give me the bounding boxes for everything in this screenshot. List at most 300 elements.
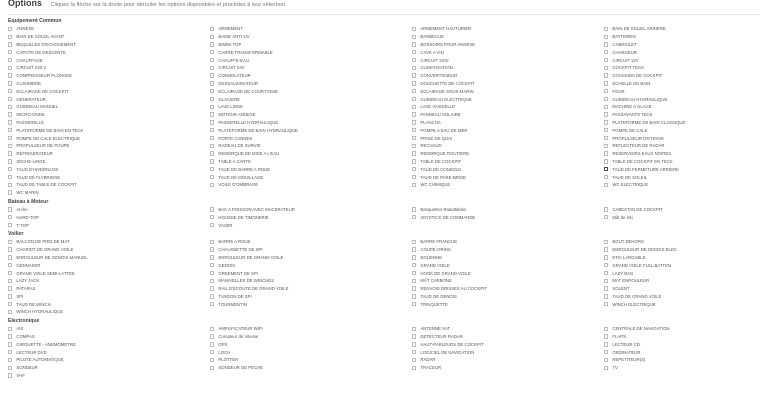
- option-checkbox[interactable]: [412, 159, 416, 163]
- option-etai-largable[interactable]: [604, 254, 754, 262]
- option-checkbox[interactable]: [210, 263, 214, 267]
- option-checkbox[interactable]: [8, 42, 12, 46]
- option-checkbox[interactable]: [8, 151, 12, 155]
- option-cuisiniere[interactable]: [8, 80, 210, 88]
- option-wc-chimique[interactable]: [412, 181, 604, 189]
- option-taud-de-table-de-cockpit[interactable]: [8, 181, 210, 189]
- option-checkbox[interactable]: [8, 334, 12, 338]
- option-checkbox[interactable]: [604, 240, 608, 244]
- option-checkbox[interactable]: [412, 66, 416, 70]
- option-cave-a-vin[interactable]: [412, 48, 604, 56]
- option-checkbox[interactable]: [210, 97, 214, 101]
- option-bain-de-soleil-avant[interactable]: [8, 33, 210, 41]
- option-table-de-cockpit[interactable]: [412, 158, 604, 166]
- option-checkbox[interactable]: [210, 247, 214, 251]
- option-checkbox[interactable]: [8, 159, 12, 163]
- option-amplificateur-wifi[interactable]: [210, 325, 412, 333]
- option-coussins-de-cockpit[interactable]: [604, 72, 754, 80]
- option-armement-hauturier[interactable]: [412, 25, 604, 33]
- option-rail-d-ecoute-de-grand-voile[interactable]: [210, 285, 412, 293]
- option-winch-hydraulique[interactable]: [8, 308, 210, 316]
- option-checkbox[interactable]: [412, 215, 416, 219]
- option-dessalinisateur[interactable]: [210, 80, 412, 88]
- option-passerelle[interactable]: [8, 119, 210, 127]
- option-checkbox[interactable]: [210, 105, 214, 109]
- option-pilote-automatique[interactable]: [8, 356, 210, 364]
- option-checkbox[interactable]: [8, 144, 12, 148]
- option-climatisation[interactable]: [412, 64, 604, 72]
- option-chariot-de-grand-voile[interactable]: [8, 246, 210, 254]
- option-chargeur[interactable]: [604, 48, 754, 56]
- option-checkbox[interactable]: [604, 58, 608, 62]
- option-bossoirs-pour-annexe[interactable]: [412, 41, 604, 49]
- option-repetiteur-s[interactable]: [604, 356, 754, 364]
- option-guindeau-hydraulique[interactable]: [604, 95, 754, 103]
- option-pompe-de-cale[interactable]: [604, 126, 754, 134]
- option-pompe-de-cale-electrique[interactable]: [8, 134, 210, 142]
- option-checkbox[interactable]: [8, 183, 12, 187]
- option-checkbox[interactable]: [412, 240, 416, 244]
- option-tourmentin[interactable]: [210, 300, 412, 308]
- option-ordinateur[interactable]: [604, 348, 754, 356]
- option-checkbox[interactable]: [210, 350, 214, 354]
- option-logiciel-de-navigation[interactable]: [412, 348, 604, 356]
- option-plancha[interactable]: [412, 119, 604, 127]
- option-checkbox[interactable]: [604, 73, 608, 77]
- option-mat-de-ski[interactable]: [604, 213, 754, 221]
- option-checkbox[interactable]: [604, 175, 608, 179]
- option-checkbox[interactable]: [210, 183, 214, 187]
- option-lecteur-cd[interactable]: [604, 340, 754, 348]
- option-checkbox[interactable]: [604, 42, 608, 46]
- option-checkbox[interactable]: [8, 89, 12, 93]
- option-gennaker[interactable]: [8, 261, 210, 269]
- option-spi[interactable]: [8, 293, 210, 301]
- option-checkbox[interactable]: [604, 50, 608, 54]
- option-checkbox[interactable]: [210, 66, 214, 70]
- option-checkbox[interactable]: [604, 105, 608, 109]
- option-joystick-de-commande[interactable]: [412, 213, 604, 221]
- option-checkbox[interactable]: [210, 136, 214, 140]
- option-checkbox[interactable]: [8, 105, 12, 109]
- option-checkbox[interactable]: [210, 215, 214, 219]
- option-detecteur-radar[interactable]: [412, 333, 604, 341]
- option-barre-franche[interactable]: [412, 238, 604, 246]
- option-lazy-bag[interactable]: [604, 269, 754, 277]
- option-checkbox[interactable]: [604, 167, 608, 171]
- option-checkbox[interactable]: [604, 27, 608, 31]
- option-checkbox[interactable]: [604, 66, 608, 70]
- option-checkbox[interactable]: [210, 167, 214, 171]
- option-barre-a-roue[interactable]: [210, 238, 412, 246]
- option-plateforme-de-bain-hydraulique[interactable]: [210, 126, 412, 134]
- option-guindeau-manuel[interactable]: [8, 103, 210, 111]
- option-checkbox[interactable]: [8, 366, 12, 370]
- option-bequilles-d-echouement[interactable]: [8, 41, 210, 49]
- option-reservoirs-eaux-noires[interactable]: [604, 150, 754, 158]
- option-vivier[interactable]: [210, 221, 412, 229]
- option-checkbox[interactable]: [8, 190, 12, 194]
- option-checkbox[interactable]: [8, 358, 12, 362]
- option-checkbox[interactable]: [604, 207, 608, 211]
- option-checkbox[interactable]: [8, 58, 12, 62]
- option-taud-d-hivernage[interactable]: [8, 165, 210, 173]
- option-checkbox[interactable]: [8, 175, 12, 179]
- option-guindeau-electrique[interactable]: [412, 95, 604, 103]
- option-cabriolet[interactable]: [604, 41, 754, 49]
- option-checkbox[interactable]: [604, 112, 608, 116]
- option-pataras[interactable]: [8, 285, 210, 293]
- option-flaps[interactable]: [604, 333, 754, 341]
- option-circuit-220-v[interactable]: [8, 64, 210, 72]
- option-checkbox[interactable]: [412, 97, 416, 101]
- option-taud-de-fermeture-arriere[interactable]: [604, 165, 754, 173]
- option-checkbox[interactable]: [412, 342, 416, 346]
- option-lave-linge[interactable]: [210, 103, 412, 111]
- option-taud-de-soleil[interactable]: [604, 173, 754, 181]
- option-checkbox[interactable]: [8, 167, 12, 171]
- option-micro-onde[interactable]: [8, 111, 210, 119]
- option-taud-de-genois[interactable]: [412, 293, 604, 301]
- option-circuit-12v[interactable]: [604, 56, 754, 64]
- option-checkbox[interactable]: [8, 120, 12, 124]
- option-eolienne[interactable]: [412, 254, 604, 262]
- option-checkbox[interactable]: [604, 183, 608, 187]
- option-checkbox[interactable]: [412, 73, 416, 77]
- option-porte-cannes[interactable]: [210, 134, 412, 142]
- option-eclairage-de-cockpit[interactable]: [8, 87, 210, 95]
- option-checkbox[interactable]: [604, 327, 608, 331]
- option-checkbox[interactable]: [412, 255, 416, 259]
- option-checkbox[interactable]: [210, 112, 214, 116]
- option-voile-d-ombrage[interactable]: [210, 181, 412, 189]
- option-checkbox[interactable]: [8, 50, 12, 54]
- option-checkbox[interactable]: [8, 255, 12, 259]
- option-propulseur-de-poupe[interactable]: [8, 142, 210, 150]
- option-checkbox[interactable]: [412, 366, 416, 370]
- option-checkbox[interactable]: [412, 302, 416, 306]
- option-checkbox[interactable]: [604, 350, 608, 354]
- option-banquettes-rabattables[interactable]: [412, 206, 604, 214]
- option-checkbox[interactable]: [210, 58, 214, 62]
- option-eclairage-de-courtoisie[interactable]: [210, 87, 412, 95]
- option-checkbox[interactable]: [8, 207, 12, 211]
- option-checkbox[interactable]: [604, 215, 608, 219]
- option-checkbox[interactable]: [412, 279, 416, 283]
- option-housse-de-timonerie[interactable]: [210, 213, 412, 221]
- option-cabestan-de-cockpit[interactable]: [604, 206, 754, 214]
- option-echelle-de-bain[interactable]: [604, 80, 754, 88]
- option-checkbox[interactable]: [8, 223, 12, 227]
- option-grand-voile[interactable]: [412, 261, 604, 269]
- option-checkbox[interactable]: [210, 175, 214, 179]
- option-checkbox[interactable]: [8, 81, 12, 85]
- option-checkbox[interactable]: [412, 27, 416, 31]
- option-taud-de-barre-a-roue[interactable]: [210, 165, 412, 173]
- option-grand-voile-full-batten[interactable]: [604, 261, 754, 269]
- option-checkbox[interactable]: [210, 207, 214, 211]
- option-checkbox[interactable]: [604, 151, 608, 155]
- option-checkbox[interactable]: [210, 35, 214, 39]
- option-checkbox[interactable]: [604, 144, 608, 148]
- option-checkbox[interactable]: [210, 286, 214, 290]
- option-checkbox[interactable]: [604, 159, 608, 163]
- option-checkbox[interactable]: [604, 247, 608, 251]
- option-girouette-anemometre[interactable]: [8, 340, 210, 348]
- option-t-top[interactable]: [8, 221, 210, 229]
- option-checkbox[interactable]: [412, 136, 416, 140]
- option-chauffage[interactable]: [8, 56, 210, 64]
- option-checkbox[interactable]: [210, 366, 214, 370]
- option-checkbox[interactable]: [8, 286, 12, 290]
- option-checkbox[interactable]: [604, 120, 608, 124]
- option-genois[interactable]: [210, 261, 412, 269]
- option-centrale-de-navigation[interactable]: [604, 325, 754, 333]
- option-lazy-jack[interactable]: [8, 277, 210, 285]
- option-checkbox[interactable]: [604, 342, 608, 346]
- option-checkbox[interactable]: [412, 89, 416, 93]
- option-checkbox[interactable]: [604, 271, 608, 275]
- option-enrouleur-de-genois-elec[interactable]: [604, 246, 754, 254]
- option-checkbox[interactable]: [412, 81, 416, 85]
- option-checkbox[interactable]: [8, 342, 12, 346]
- option-winch-electrique[interactable]: [604, 300, 754, 308]
- option-manivelles-de-winches[interactable]: [210, 277, 412, 285]
- option-congelateur[interactable]: [210, 72, 412, 80]
- option-checkbox[interactable]: [412, 50, 416, 54]
- option-taud-de-console[interactable]: [412, 165, 604, 173]
- option-checkbox[interactable]: [604, 136, 608, 140]
- option-passavants-teck[interactable]: [604, 111, 754, 119]
- option-checkbox[interactable]: [8, 247, 12, 251]
- option-hard-top[interactable]: [8, 213, 210, 221]
- option-checkbox[interactable]: [412, 263, 416, 267]
- option-enrouleur-de-genois-manuel[interactable]: [8, 254, 210, 262]
- option-generateur[interactable]: [8, 95, 210, 103]
- option-checkbox[interactable]: [412, 271, 416, 275]
- option-four[interactable]: [604, 87, 754, 95]
- option-checkbox[interactable]: [8, 66, 12, 70]
- option-checkbox[interactable]: [8, 27, 12, 31]
- option-checkbox[interactable]: [412, 151, 416, 155]
- option-checkbox[interactable]: [604, 358, 608, 362]
- option-checkbox[interactable]: [8, 350, 12, 354]
- option-checkbox[interactable]: [412, 105, 416, 109]
- option-chaussette-de-spi[interactable]: [210, 246, 412, 254]
- option-checkbox[interactable]: [412, 35, 416, 39]
- option-checkbox[interactable]: [604, 302, 608, 306]
- option-plotter[interactable]: [210, 356, 412, 364]
- option-cockpit-teck[interactable]: [604, 64, 754, 72]
- option-checkbox[interactable]: [412, 247, 416, 251]
- option-checkbox[interactable]: [210, 151, 214, 155]
- option-checkbox[interactable]: [412, 327, 416, 331]
- option-checkbox[interactable]: [210, 279, 214, 283]
- option-checkbox[interactable]: [604, 128, 608, 132]
- option-checkbox[interactable]: [8, 73, 12, 77]
- option-checkbox[interactable]: [604, 263, 608, 267]
- option-annexe[interactable]: [8, 25, 210, 33]
- option-baide-anti-uv[interactable]: [210, 33, 412, 41]
- option-checkbox[interactable]: [412, 286, 416, 290]
- option-mat-enrouleur[interactable]: [604, 277, 754, 285]
- option-batteries[interactable]: [604, 33, 754, 41]
- option-vhf[interactable]: [8, 372, 210, 380]
- option-taud-de-winch[interactable]: [8, 300, 210, 308]
- option-taud-de-mouillage[interactable]: [210, 173, 412, 181]
- option-checkbox[interactable]: [8, 310, 12, 314]
- option-plateforme-de-bain-classique[interactable]: [604, 119, 754, 127]
- option-machine-a-glace[interactable]: [604, 103, 754, 111]
- option-checkbox[interactable]: [8, 35, 12, 39]
- option-checkbox[interactable]: [8, 136, 12, 140]
- option-gps[interactable]: [210, 340, 412, 348]
- option-checkbox[interactable]: [210, 302, 214, 306]
- option-hook-de-grand-voile[interactable]: [412, 269, 604, 277]
- option-rechaud[interactable]: [412, 142, 604, 150]
- option-circuit-24v[interactable]: [210, 64, 412, 72]
- option-checkbox[interactable]: [8, 215, 12, 219]
- option-plateforme-de-bain-en-teck[interactable]: [8, 126, 210, 134]
- option-checkbox[interactable]: [210, 50, 214, 54]
- option-capote-de-descente[interactable]: [8, 48, 210, 56]
- option-glaciere[interactable]: [210, 95, 412, 103]
- option-checkbox[interactable]: [412, 120, 416, 124]
- option-checkbox[interactable]: [604, 255, 608, 259]
- option-checkbox[interactable]: [412, 294, 416, 298]
- option-checkbox[interactable]: [210, 128, 214, 132]
- option-checkbox[interactable]: [412, 175, 416, 179]
- option-checkbox[interactable]: [412, 167, 416, 171]
- option-loch[interactable]: [210, 348, 412, 356]
- option-checkbox[interactable]: [8, 302, 12, 306]
- option-checkbox[interactable]: [210, 342, 214, 346]
- option-checkbox[interactable]: [604, 294, 608, 298]
- option-checkbox[interactable]: [412, 58, 416, 62]
- option-checkbox[interactable]: [210, 120, 214, 124]
- option-renvois-drisses-au-cockpit[interactable]: [412, 285, 604, 293]
- option-table-a-carte[interactable]: [210, 158, 412, 166]
- option-trinquette[interactable]: [412, 300, 604, 308]
- option-pompe-a-eau-de-mer[interactable]: [412, 126, 604, 134]
- option-chauffe-eau[interactable]: [210, 56, 412, 64]
- option-checkbox[interactable]: [210, 327, 214, 331]
- option-circuit-110v[interactable]: [412, 56, 604, 64]
- option-checkbox[interactable]: [412, 183, 416, 187]
- option-checkbox[interactable]: [604, 286, 608, 290]
- option-checkbox[interactable]: [210, 144, 214, 148]
- option-remorque-de-mise-a-l-eau[interactable]: [210, 150, 412, 158]
- option-checkbox[interactable]: [210, 42, 214, 46]
- option-checkbox[interactable]: [8, 279, 12, 283]
- option-antenne-sat[interactable]: [412, 325, 604, 333]
- option-convertisseur[interactable]: [412, 72, 604, 80]
- option-panneau-solaire[interactable]: [412, 111, 604, 119]
- option-checkbox[interactable]: [412, 358, 416, 362]
- option-solent[interactable]: [604, 285, 754, 293]
- option-ais[interactable]: [8, 325, 210, 333]
- option-tangon-de-spi[interactable]: [210, 293, 412, 301]
- option-checkbox[interactable]: [210, 73, 214, 77]
- option-armement[interactable]: [210, 25, 412, 33]
- option-grand-voile-semi-lattee[interactable]: [8, 269, 210, 277]
- option-lecteur-dvd[interactable]: [8, 348, 210, 356]
- option-sondeur-de-peche[interactable]: [210, 364, 412, 372]
- option-checkbox[interactable]: [210, 294, 214, 298]
- option-enrouleur-de-grand-voile[interactable]: [210, 254, 412, 262]
- option-checkbox[interactable]: [210, 240, 214, 244]
- option-checkbox[interactable]: [210, 89, 214, 93]
- option-checkbox[interactable]: [210, 271, 214, 275]
- option-mat-carbone[interactable]: [412, 277, 604, 285]
- option-checkbox[interactable]: [412, 334, 416, 338]
- option-checkbox[interactable]: [8, 97, 12, 101]
- option-checkbox[interactable]: [210, 255, 214, 259]
- option-traceur[interactable]: [412, 364, 604, 372]
- option-checkbox[interactable]: [412, 112, 416, 116]
- option-taud-de-grand-voile[interactable]: [604, 293, 754, 301]
- option-bain-de-soleil-arriere[interactable]: [604, 25, 754, 33]
- option-checkbox[interactable]: [412, 207, 416, 211]
- option-arche[interactable]: [8, 206, 210, 214]
- option-checkbox[interactable]: [604, 35, 608, 39]
- option-reflecteur-de-radar[interactable]: [604, 142, 754, 150]
- option-wc-marin[interactable]: [8, 189, 210, 197]
- option-checkbox[interactable]: [412, 128, 416, 132]
- option-checkbox[interactable]: [8, 128, 12, 132]
- option-douchette-de-cockpit[interactable]: [412, 80, 604, 88]
- option-checkbox[interactable]: [604, 81, 608, 85]
- option-checkbox[interactable]: [8, 373, 12, 377]
- option-seche-linge[interactable]: [8, 158, 210, 166]
- option-checkbox[interactable]: [604, 279, 608, 283]
- option-checkbox[interactable]: [412, 144, 416, 148]
- option-carre-transformable[interactable]: [210, 48, 412, 56]
- option-table-de-cockpit-en-teck[interactable]: [604, 158, 754, 166]
- option-checkbox[interactable]: [8, 240, 12, 244]
- option-wc-electrique[interactable]: [604, 181, 754, 189]
- option-checkbox[interactable]: [210, 159, 214, 163]
- option-compresseur-plongee[interactable]: [8, 72, 210, 80]
- option-balcon-de-pied-de-mat[interactable]: [8, 238, 210, 246]
- option-bout-dehors[interactable]: [604, 238, 754, 246]
- option-moteur-annexe[interactable]: [210, 111, 412, 119]
- option-barbecue[interactable]: [412, 33, 604, 41]
- option-remorque-routiere[interactable]: [412, 150, 604, 158]
- option-checkbox[interactable]: [210, 27, 214, 31]
- option-checkbox[interactable]: [412, 42, 416, 46]
- option-checkbox[interactable]: [8, 327, 12, 331]
- option-refrigerateur[interactable]: [8, 150, 210, 158]
- option-checkbox[interactable]: [604, 334, 608, 338]
- option-tv[interactable]: [604, 364, 754, 372]
- option-checkbox[interactable]: [8, 271, 12, 275]
- option-sondeur[interactable]: [8, 364, 210, 372]
- option-checkbox[interactable]: [210, 334, 214, 338]
- option-checkbox[interactable]: [604, 366, 608, 370]
- option-propulseur-d-etrave[interactable]: [604, 134, 754, 142]
- option-greement-de-spi[interactable]: [210, 269, 412, 277]
- option-compteur-de-vitesse[interactable]: [210, 333, 412, 341]
- option-coupe-orins[interactable]: [412, 246, 604, 254]
- option-checkbox[interactable]: [210, 81, 214, 85]
- option-taud-de-flybridge[interactable]: [8, 173, 210, 181]
- option-checkbox[interactable]: [8, 294, 12, 298]
- option-bimini-top[interactable]: [210, 41, 412, 49]
- option-passerelle-hydraulique[interactable]: [210, 119, 412, 127]
- option-radeau-de-survie[interactable]: [210, 142, 412, 150]
- option-checkbox[interactable]: [412, 350, 416, 354]
